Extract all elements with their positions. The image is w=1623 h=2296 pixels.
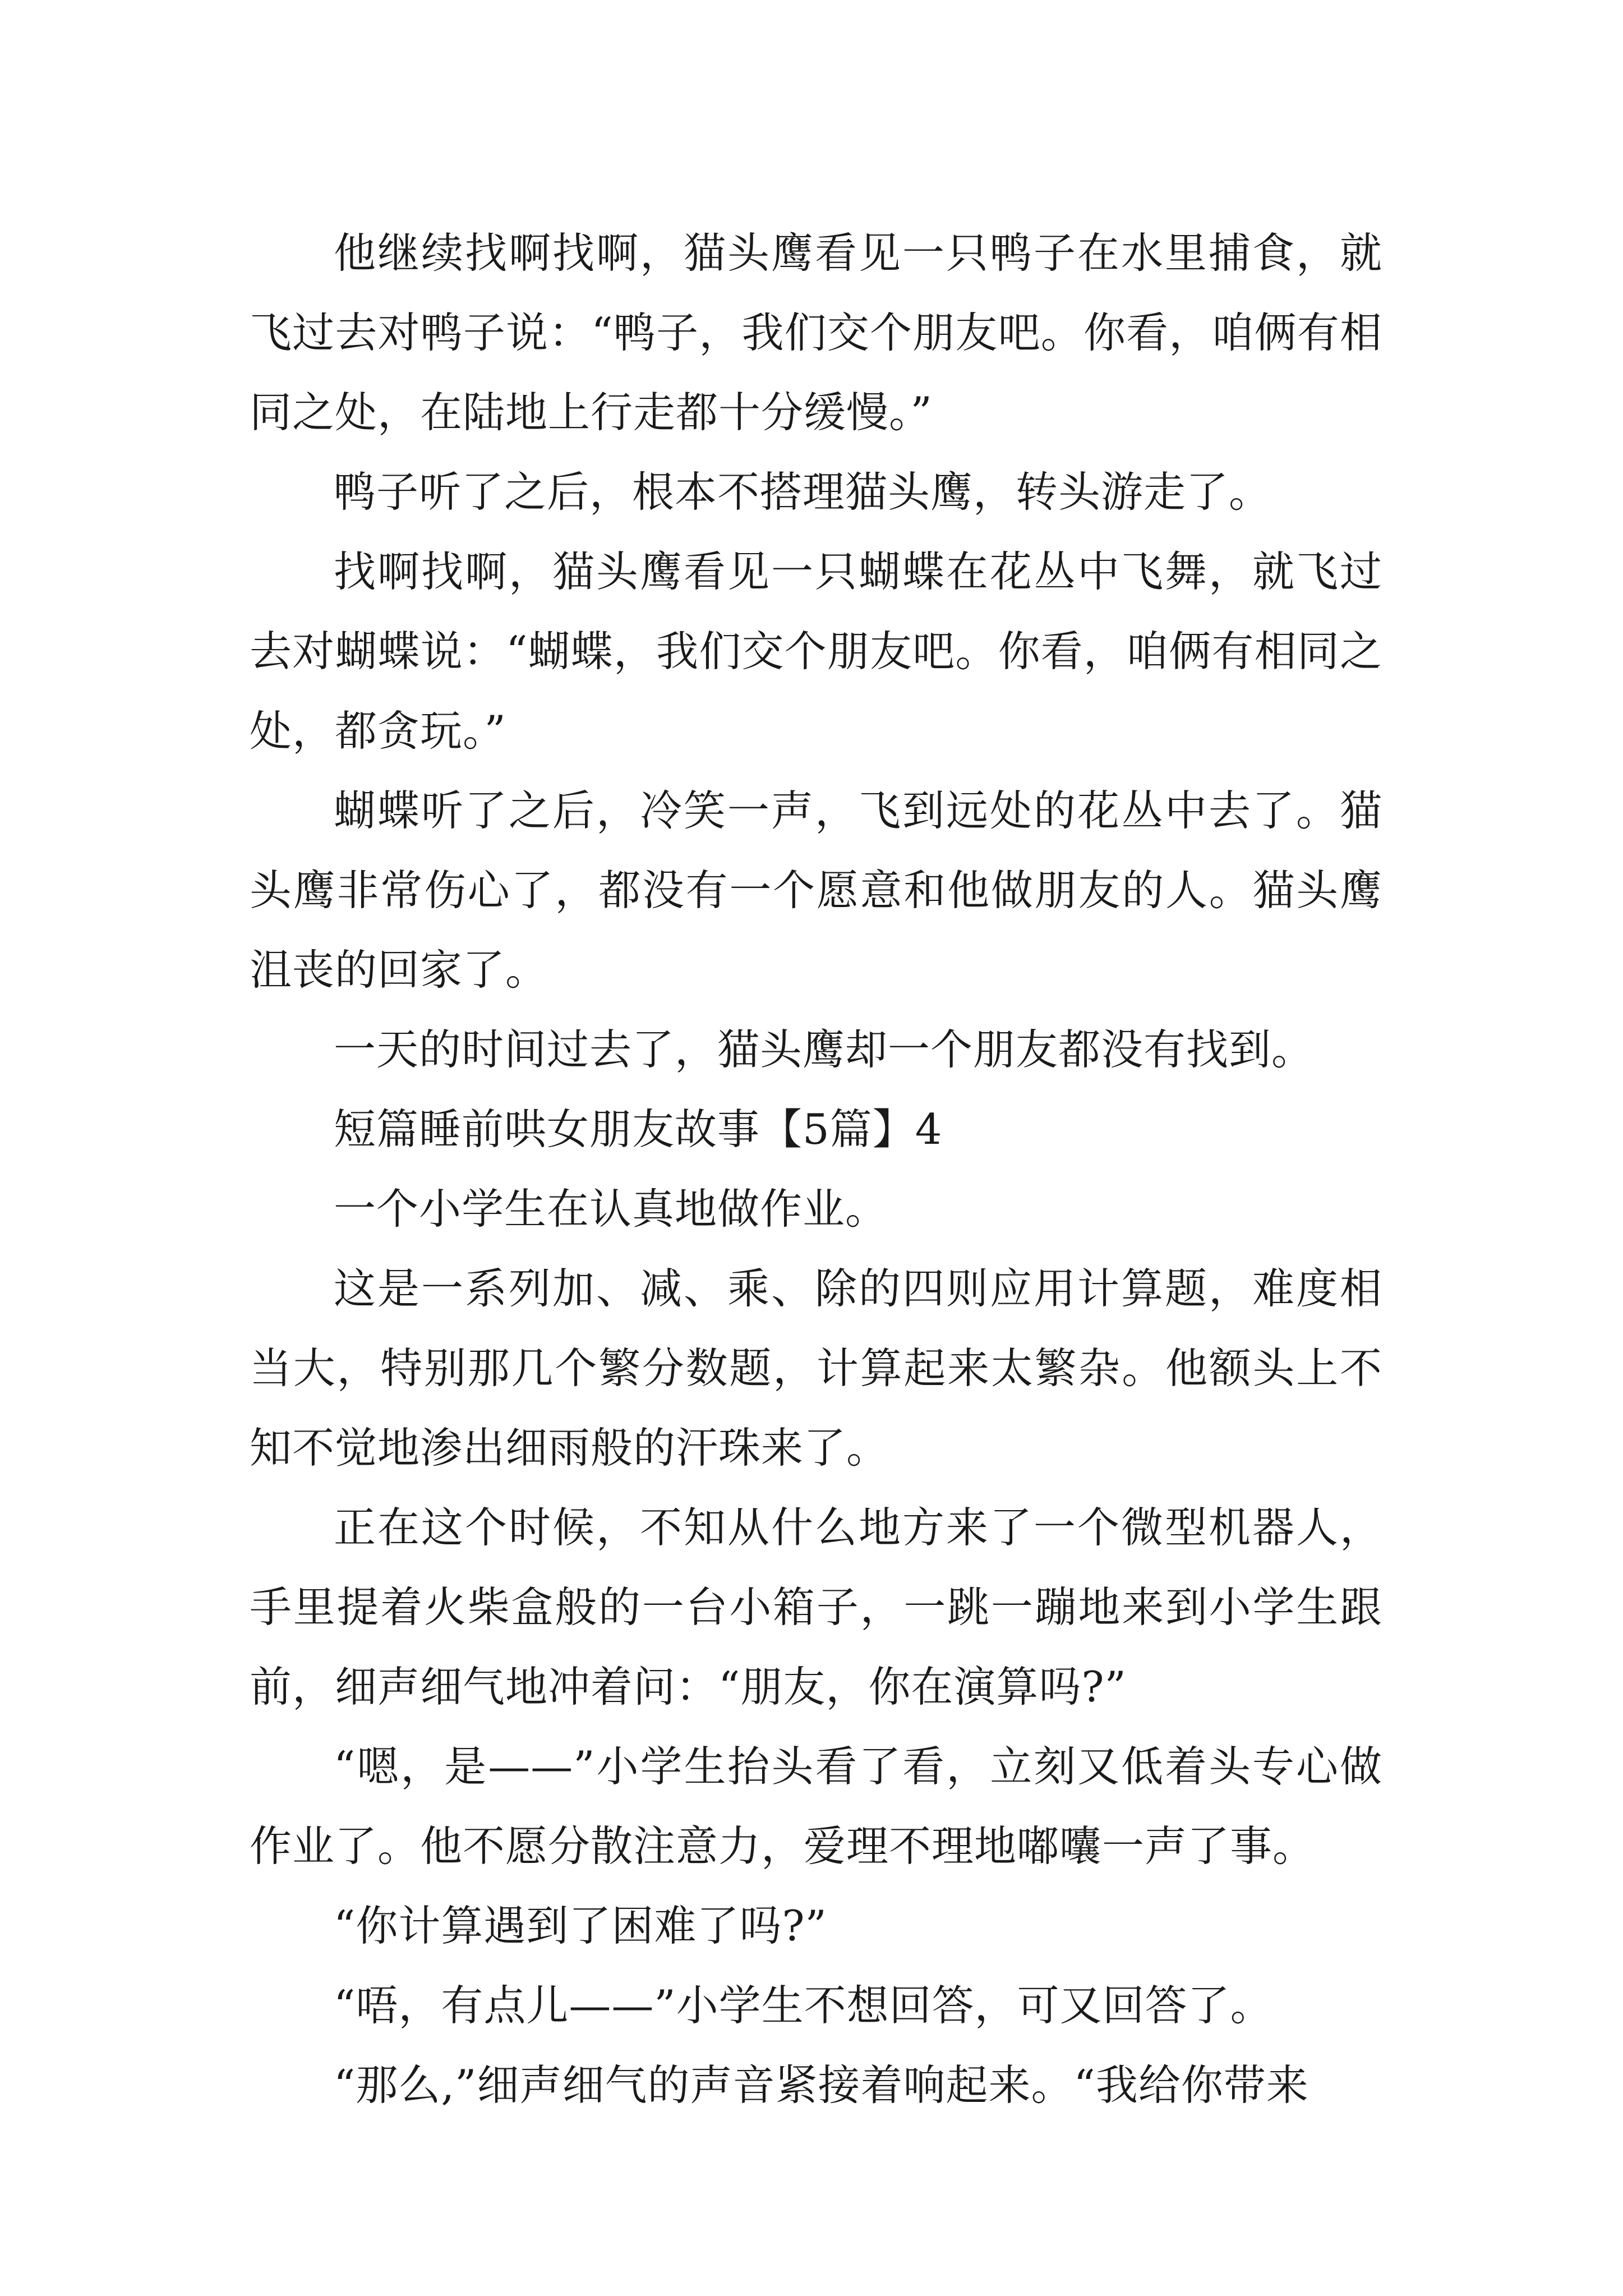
- paragraph: 鸭子听了之后，根本不搭理猫头鹰，转头游走了。: [334, 467, 1272, 517]
- paragraph: “唔，有点儿——”小学生不想回答，可又回答了。: [334, 1981, 1273, 2030]
- paragraph: 正在这个时候，不知从什么地方来了一个微型机器人，手里提着火柴盒般的一台小箱子，一跳一蹦地来到小学生跟前，细声细气地冲着问：“朋友，你在演算吗?”: [250, 1503, 1382, 1711]
- paragraph: “嗯，是——”小学生抬头看了看，立刻又低着头专心做作业了。他不愿分散注意力，爱理不理地嘟囔一声了事。: [250, 1742, 1382, 1871]
- paragraph: 一天的时间过去了，猫头鹰却一个朋友都没有找到。: [334, 1025, 1315, 1074]
- paragraph: 找啊找啊，猫头鹰看见一只蝴蝶在花丛中飞舞，就飞过去对蝴蝶说：“蝴蝶，我们交个朋友吧。你看，咱俩有相同之处，都贪玩。”: [250, 547, 1382, 756]
- story-text: [250, 213, 1382, 2125]
- section-heading: 短篇睡前哄女朋友故事【5篇】4: [334, 1105, 943, 1154]
- paragraph: “那么,”细声细气的声音紧接着响起来。“我给你带来: [334, 2060, 1309, 2110]
- paragraph: 蝴蝶听了之后，冷笑一声，飞到远处的花丛中去了。猫头鹰非常伤心了，都没有一个愿意和他做朋友的人。猫头鹰沮丧的回家了。: [250, 786, 1382, 995]
- paragraph: 他继续找啊找啊，猫头鹰看见一只鸭子在水里捕食，就飞过去对鸭子说：“鸭子，我们交个朋友吧。你看，咱俩有相同之处，在陆地上行走都十分缓慢。”: [250, 228, 1382, 437]
- paragraph: 这是一系列加、减、乘、除的四则应用计算题，难度相当大，特别那几个繁分数题，计算起来太繁杂。他额头上不知不觉地渗出细雨般的汗珠来了。: [250, 1264, 1382, 1473]
- paragraph: 一个小学生在认真地做作业。: [334, 1184, 888, 1234]
- paragraph: “你计算遇到了困难了吗?”: [334, 1901, 827, 1950]
